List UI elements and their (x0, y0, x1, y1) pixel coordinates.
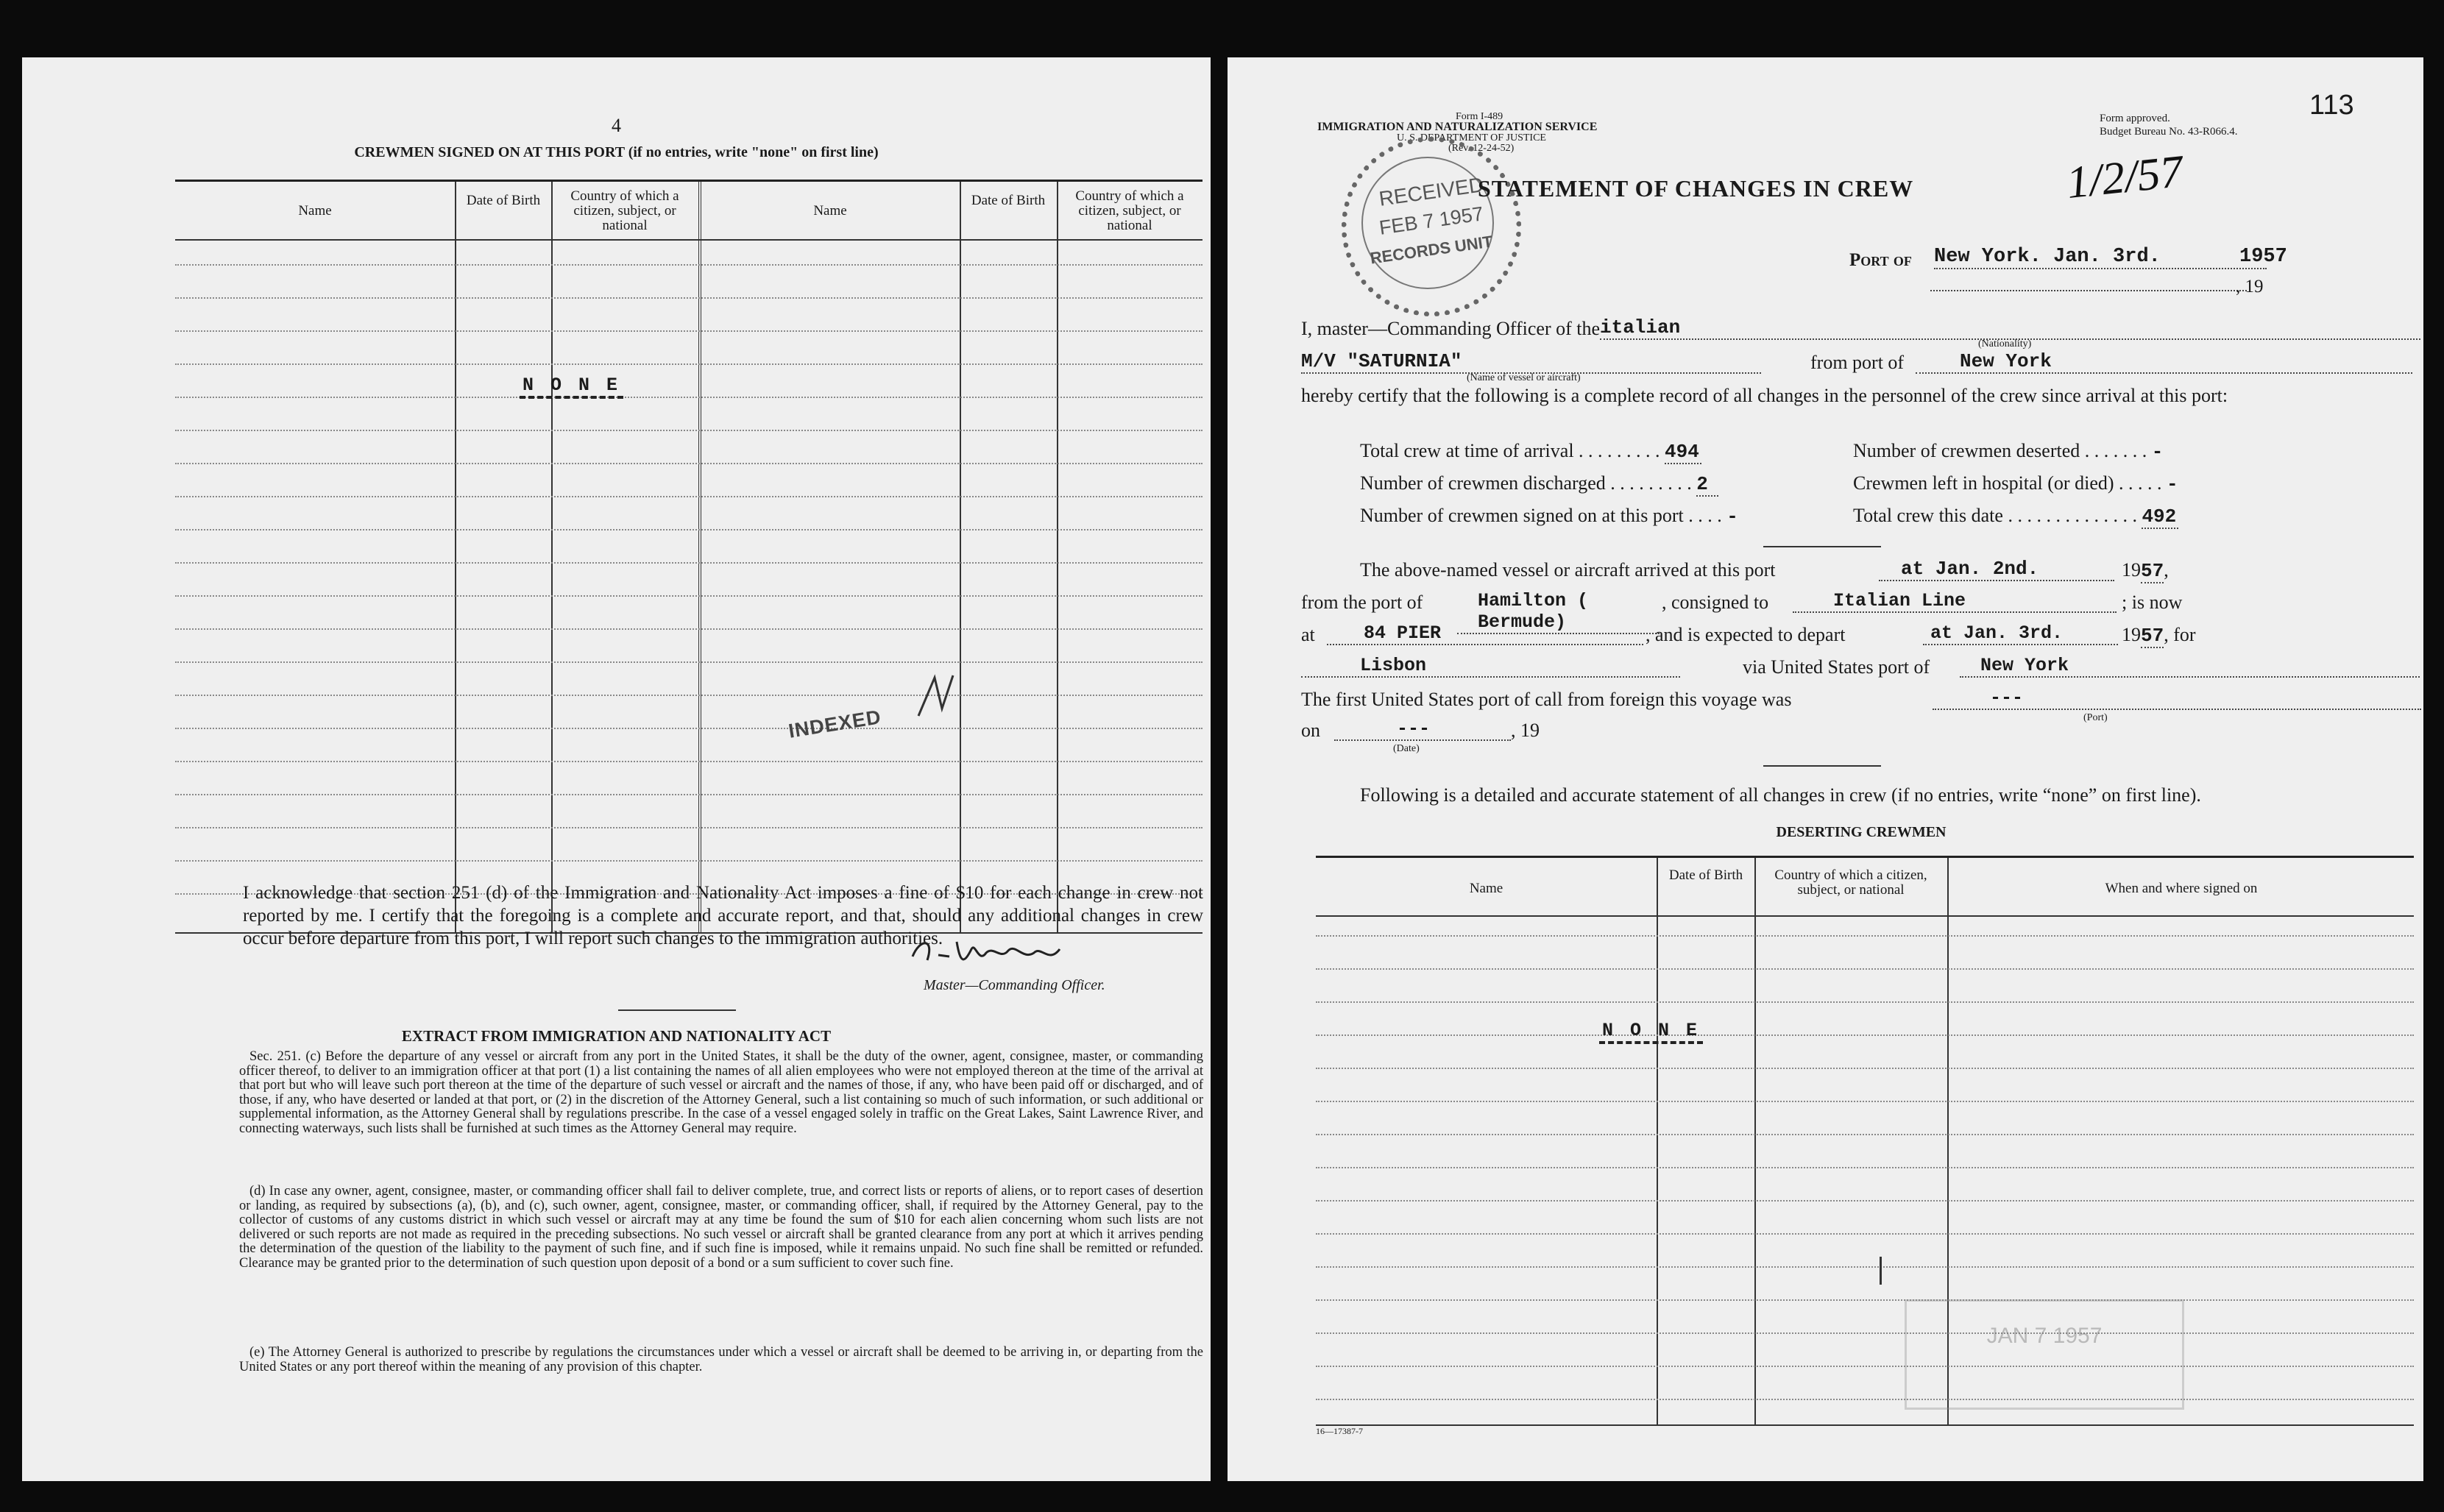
revision: (Rev. 12-24-52) (1448, 143, 1515, 154)
deserting-none-entry: N O N E (1599, 1020, 1703, 1044)
row-line (175, 860, 1202, 862)
port-of-label: Port of (1849, 250, 1912, 270)
row-line (175, 695, 1202, 696)
first-port-value: --- (1933, 687, 2421, 710)
port-year: 1957 (2239, 246, 2287, 268)
row-line (1316, 1167, 2414, 1168)
from-port-value: New York (1916, 350, 2412, 374)
indexed-stamp: INDEXED (787, 706, 883, 742)
at-label: at (1301, 624, 1315, 645)
left-page (22, 57, 1211, 1481)
stat-arrival-label: Total crew at time of arrival (1360, 440, 1574, 461)
vessel-label: (Name of vessel or aircraft) (1467, 372, 1581, 383)
via-value: New York (1960, 655, 2420, 678)
vessel-value: M/V "SATURNIA" (1301, 350, 1761, 374)
row-line (175, 430, 1202, 431)
port-label: (Port) (2083, 712, 2108, 723)
none-entry: N O N E (520, 375, 623, 399)
row-line (175, 363, 1202, 365)
row-line (175, 628, 1202, 630)
stat-deserted: Number of crewmen deserted . . . . . . . - (1853, 440, 2164, 463)
arrived-label: The above-named vessel or aircraft arrived at this port (1360, 559, 1776, 581)
destination-value: Lisbon (1301, 655, 1680, 678)
stat-deserted-label: Number of crewmen deserted (1853, 440, 2080, 461)
port-of-value: New York. Jan. 3rd. (1934, 246, 2267, 269)
column-name-2: Name (813, 203, 847, 219)
row-line (1316, 1101, 2414, 1102)
crewmen-signed-on-table (175, 180, 1202, 934)
row-line (175, 761, 1202, 762)
row-line (175, 794, 1202, 795)
faint-received-stamp (1905, 1299, 2184, 1410)
deserting-col-dob: Date of Birth (1668, 867, 1743, 883)
following-text: Following is a detailed and accurate statement of all changes in crew (if no entries, write “none” on first line). (1360, 784, 2201, 806)
signer-title: Master—Commanding Officer. (924, 977, 1105, 993)
stat-discharged: Number of crewmen discharged . . . . . . . . . 2 (1360, 472, 1718, 497)
row-line (1316, 1134, 2414, 1135)
depart-label: , and is expected to depart (1646, 624, 1846, 645)
arrived-year: 1957, (2122, 559, 2169, 582)
from-the-port-label: from the port of (1301, 592, 1423, 613)
divider (618, 1009, 736, 1011)
agency: IMMIGRATION AND NATURALIZATION SERVICE (1317, 121, 1598, 133)
stamp-date: FEB 7 1957 (1378, 202, 1485, 239)
depart-year (2122, 624, 2196, 648)
row-line (1316, 1034, 2414, 1036)
stat-signed-on-label: Number of crewmen signed on at this port (1360, 505, 1684, 526)
stat-total-value: 492 (2142, 505, 2178, 529)
stat-hospital: Crewmen left in hospital (or died) . . . . . - (1853, 472, 2178, 495)
date-label: (Date) (1393, 743, 1420, 754)
row-line (1316, 1399, 2414, 1400)
divider (1763, 765, 1881, 767)
certify-text: hereby certify that the following is a complete record of all changes in the personnel of the crew since arrival at this port: (1301, 385, 2228, 406)
column-dob: Date of Birth (466, 193, 541, 208)
stamp-received: RECEIVED (1377, 173, 1485, 210)
stat-arrival-value: 494 (1665, 441, 1701, 464)
at-value: 84 PIER (1327, 622, 1643, 645)
row-line (175, 661, 1202, 663)
row-line (1316, 1001, 2414, 1003)
date-line-year-prefix: , 19 (2236, 277, 2264, 297)
from-port-label: from port of (1810, 352, 1905, 373)
section-title: CREWMEN SIGNED ON AT THIS PORT (354, 144, 625, 160)
deserting-col-name: Name (1469, 881, 1503, 896)
deserting-crewmen-table (1316, 856, 2414, 1426)
extract-title: EXTRACT FROM IMMIGRATION AND NATIONALITY ACT (401, 1027, 832, 1045)
row-line (175, 264, 1202, 266)
budget-bureau: Budget Bureau No. 43-R066.4. (2100, 126, 2238, 138)
on-year-prefix: , 19 (1511, 720, 1540, 741)
footer-code: 16—17387-7 (1316, 1426, 1363, 1436)
form-title: STATEMENT OF CHANGES IN CREW (1478, 175, 1914, 202)
stat-total: Total crew this date . . . . . . . . . . . . . . 492 (1853, 505, 2178, 529)
row-line (175, 330, 1202, 332)
row-line (1316, 1068, 2414, 1069)
deserting-col-signed-on: When and where signed on (2105, 881, 2258, 896)
stat-signed-on-value: - (1726, 505, 1738, 528)
column-country-2: Country of which a citizen, subject, or national (1075, 188, 1184, 233)
right-page (1228, 57, 2423, 1481)
divider (1763, 546, 1881, 547)
row-line (1316, 1366, 2414, 1367)
stat-arrival: Total crew at time of arrival . . . . . . . . . 494 (1360, 440, 1701, 464)
master-label: I, master—Commanding Officer of the (1301, 318, 1601, 339)
on-value: --- (1334, 718, 1511, 741)
row-line (1316, 935, 2414, 937)
faint-stamp-date: JAN 7 1957 (1986, 1324, 2103, 1348)
from-the-port-value: Hamilton ( Bermude) (1457, 590, 1660, 634)
handwritten-date: 1/2/57 (2064, 146, 2186, 209)
for-label: , for (2164, 624, 2196, 645)
on-label: on (1301, 720, 1320, 741)
deserting-title: DESERTING CREWMEN (1776, 824, 1947, 840)
received-stamp (1342, 137, 1521, 316)
consigned-value: Italian Line (1793, 590, 2117, 613)
row-line (175, 397, 1202, 398)
depart-year-prefix: 19 (2122, 624, 2141, 645)
row-line (175, 562, 1202, 564)
deserting-col-country: Country of which a citizen, subject, or national (1774, 867, 1927, 898)
row-line (175, 496, 1202, 497)
arrived-value: at Jan. 2nd. (1879, 558, 2114, 581)
row-line (1316, 1299, 2414, 1301)
stamp-records-unit: RECORDS UNIT (1369, 232, 1494, 268)
column-dob-2: Date of Birth (971, 193, 1046, 208)
row-line (175, 595, 1202, 597)
section-note: (if no entries, write "none" on first line) (628, 144, 879, 160)
row-line (1316, 968, 2414, 970)
sheet-number: 113 (2309, 90, 2354, 121)
master-signature (905, 934, 1074, 971)
date-line (1930, 284, 2247, 291)
is-now-label: ; is now (2122, 592, 2183, 613)
page-number: 4 (612, 115, 621, 136)
acknowledgment-text: I acknowledge that section 251 (d) of the Immigration and Nationality Act imposes a fine of $10 for each change in crew not reported by me. I certify that the foregoing is a complete and accurate report, and that, should any additional changes in crew occur before departure from this port, I will report such changes to the immigration authorities. (243, 883, 1203, 948)
row-line (1316, 1200, 2414, 1202)
extract-section-d: (d) In case any owner, agent, consignee, master, or commanding officer shall fail to deliver complete, true, and correct lists or reports of aliens, or to report cases of desertion or landing, as required by subsections (a), (b), and (c), such owner, agent, consignee, master, or commanding officer, shall, if required by the Attorney General, pay to the collector of customs of any customs district in which such vessel or aircraft may at any time be found the sum of $10 for each alien concerning whom such lists are not delivered or such reports are not made as required in the preceding subsections. No such vessel or aircraft shall be granted clearance from any port at which it arrives pending the determination of the question of the liability to the payment of such fine, and if such fine is imposed, while it remains unpaid. No such fine shall be remitted or refunded. Clearance may be granted prior to the determination of such question upon deposit of a bond or a sum sufficient to cover such fine. (239, 1184, 1203, 1271)
stat-signed-on: Number of crewmen signed on at this port . . . . - (1360, 505, 1738, 528)
via-label: via United States port of (1743, 656, 1930, 678)
stat-total-label: Total crew this date (1853, 505, 2003, 526)
pen-mark (1880, 1257, 1882, 1285)
stat-deserted-value: - (2151, 441, 2164, 463)
first-port-text: The first United States port of call from foreign this voyage was (1301, 689, 1792, 710)
row-line (175, 529, 1202, 530)
row-line (1316, 1332, 2414, 1334)
arrived-year-prefix: 19 (2122, 559, 2141, 581)
depart-year-value: 57 (2141, 625, 2164, 647)
arrived-year-value: 57 (2141, 560, 2164, 582)
column-name: Name (298, 203, 332, 219)
form-approved: Form approved. (2100, 113, 2170, 124)
row-line (1316, 1266, 2414, 1268)
row-line (1316, 1233, 2414, 1235)
section-heading (22, 144, 1211, 161)
stat-discharged-value: 2 (1696, 473, 1718, 497)
row-line (175, 463, 1202, 464)
department: U. S. DEPARTMENT OF JUSTICE (1397, 132, 1546, 143)
nationality-value: italian (1600, 316, 2420, 340)
stat-hospital-label: Crewmen left in hospital (or died) (1853, 472, 2114, 494)
extract-section-e: (e) The Attorney General is authorized to prescribe by regulations the circumstances under which a vessel or aircraft shall be deemed to be arriving in, or departing from the United States or any port thereof within the meaning of any provision of this chapter. (239, 1345, 1203, 1374)
row-line (175, 297, 1202, 299)
row-line (175, 728, 1202, 729)
row-line (175, 827, 1202, 828)
stat-hospital-value: - (2167, 473, 2178, 495)
nationality-label: (Nationality) (1978, 338, 2032, 349)
stat-discharged-label: Number of crewmen discharged (1360, 472, 1606, 494)
consigned-label: , consigned to (1662, 592, 1769, 613)
column-country: Country of which a citizen, subject, or national (570, 188, 679, 233)
handwritten-initial (913, 672, 957, 723)
form-id: Form I-489 (1456, 111, 1503, 122)
extract-section-c: Sec. 251. (c) Before the departure of any vessel or aircraft from any port in the United States, it shall be the duty of the owner, agent, consignee, master, or commanding officer thereof, to deliver to an immigration officer at that port (1) a list containing the names of all alien employees who were not employed thereon at the time of the arrival at that port but who will leave such port thereon at the time of the departure of such vessel or aircraft and the names of those, if any, who have been paid off or discharged, and of those, if any, who have deserted or landed at that port, or (2) in the discretion of the Attorney General, such a list containing so much of such information, or such additional or supplemental information, as the Attorney General shall by regulations prescribe. In the case of a vessel engaged solely in traffic on the Great Lakes, Saint Lawrence River, and connecting waterways, such lists shall be furnished at such times as the Attorney General may require. (239, 1049, 1203, 1136)
depart-value: at Jan. 3rd. (1923, 622, 2118, 645)
